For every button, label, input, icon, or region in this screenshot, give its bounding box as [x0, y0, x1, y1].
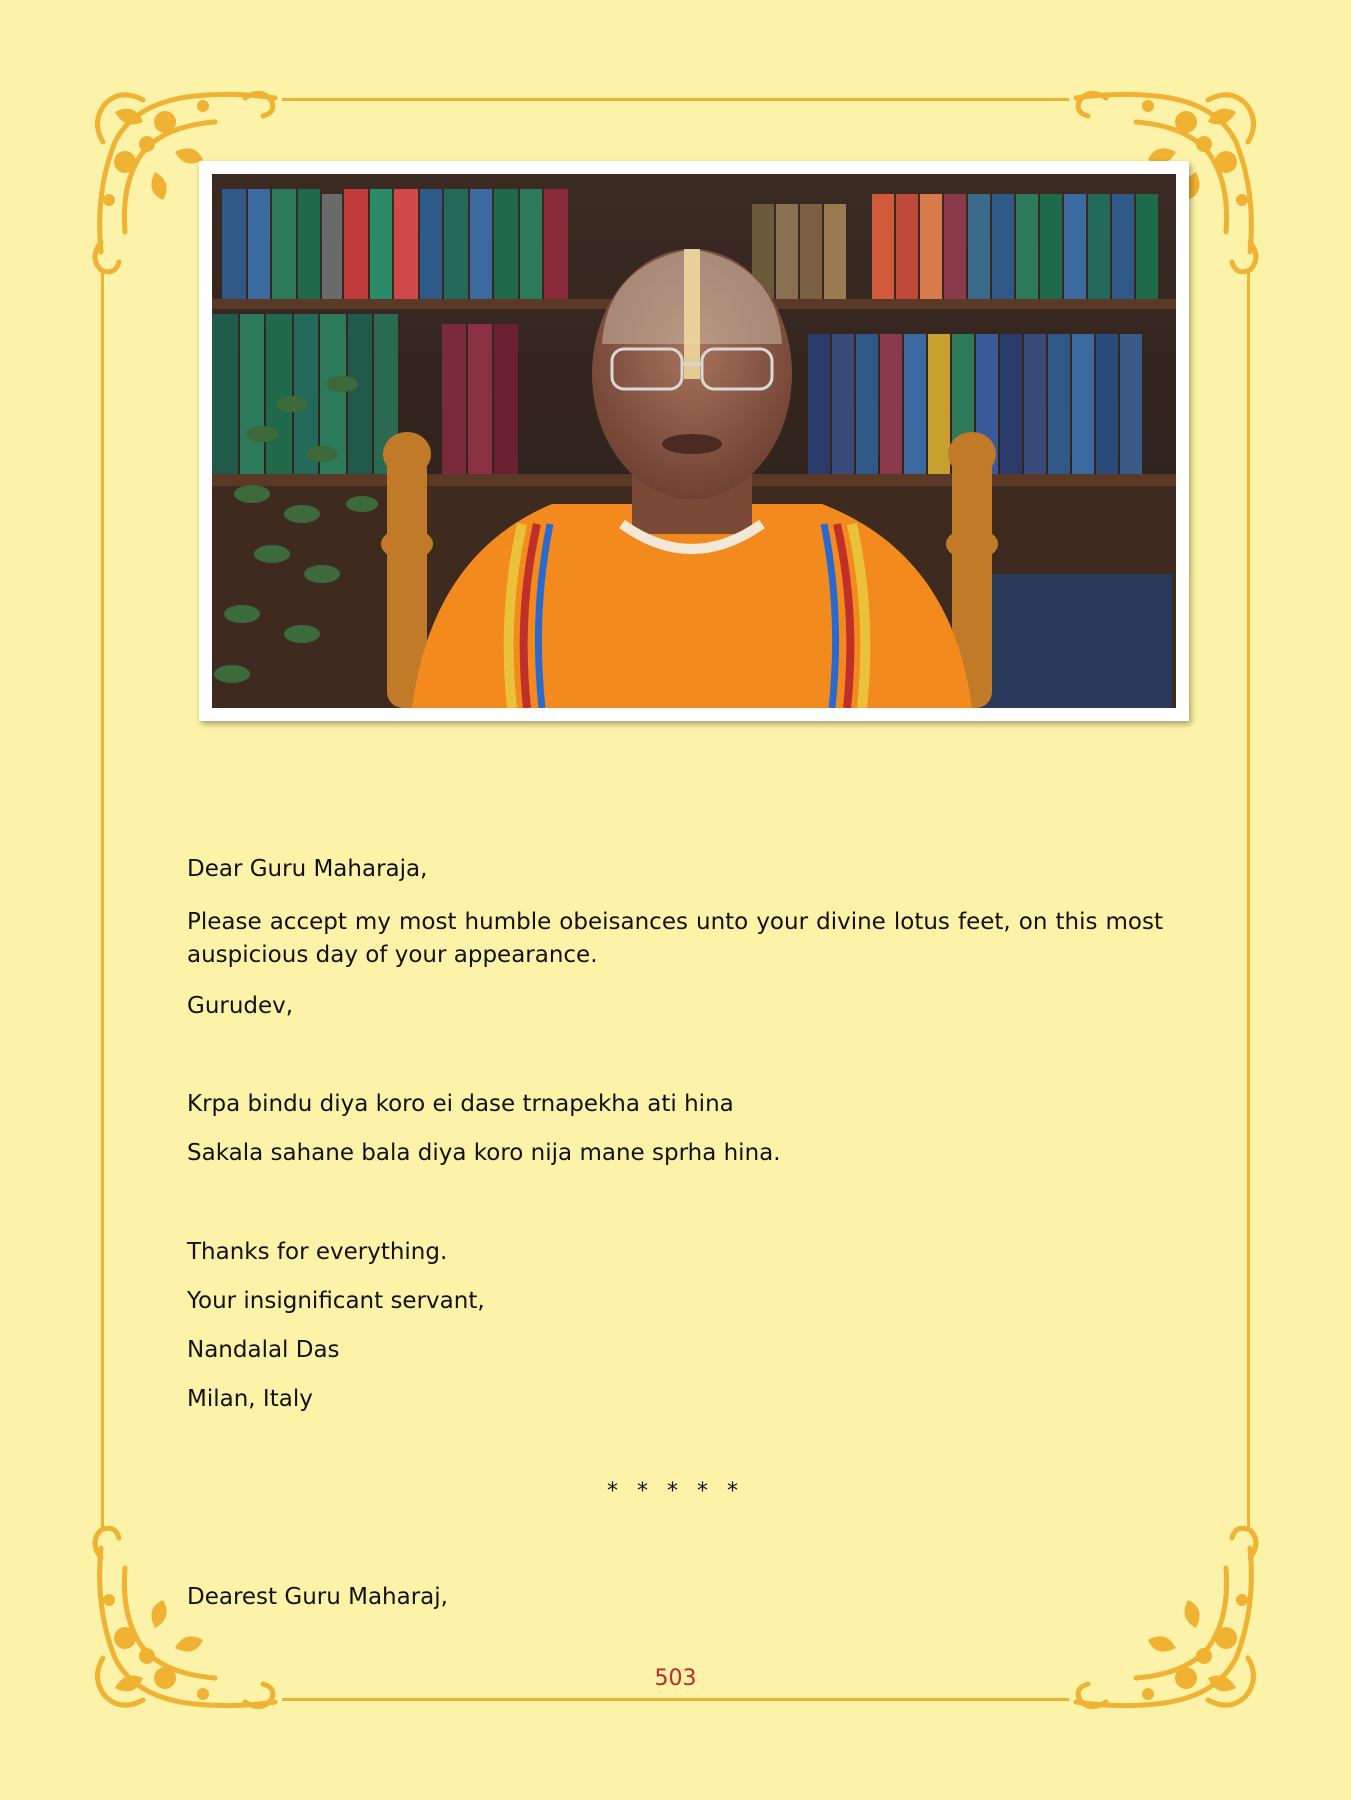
section-separator: * * * * * [607, 1479, 744, 1504]
letter-address [187, 990, 1163, 1023]
signature-name-text: Nandalal Das [187, 1337, 340, 1363]
closing-text: Your insignificant servant, [187, 1288, 485, 1314]
letter-closing [187, 1285, 1163, 1318]
verse-line-1 [187, 1088, 1163, 1121]
border-bottom-line [282, 1698, 1069, 1701]
signature-name [187, 1334, 1163, 1367]
portrait-photo-icon [212, 174, 1176, 708]
letter-salutation [187, 853, 1163, 886]
photo-frame [199, 161, 1189, 721]
thanks-text: Thanks for everything. [187, 1239, 448, 1265]
verse-text: Sakala sahane bala diya koro nija mane sprha hina. [187, 1140, 781, 1166]
paragraph-text: Please accept my most humble obeisances unto your divine lotus feet, on this most auspicious day of your appearance. [187, 909, 1163, 968]
verse-text: Krpa bindu diya koro ei dase trnapekha ati hina [187, 1091, 734, 1117]
page-number: 503 [654, 1666, 697, 1691]
signature-location [187, 1383, 1163, 1416]
verse-line-2 [187, 1137, 1163, 1170]
border-left-line [101, 270, 104, 1530]
letter-paragraph [187, 906, 1163, 972]
salutation-text: Dear Guru Maharaja, [187, 856, 428, 882]
salutation-text: Dearest Guru Maharaj, [187, 1584, 448, 1610]
signature-location-text: Milan, Italy [187, 1386, 313, 1412]
address-text: Gurudev, [187, 993, 294, 1019]
border-top-line [282, 98, 1069, 101]
letter-thanks [187, 1236, 1163, 1269]
letter2-salutation [187, 1581, 1163, 1614]
border-right-line [1247, 270, 1250, 1530]
